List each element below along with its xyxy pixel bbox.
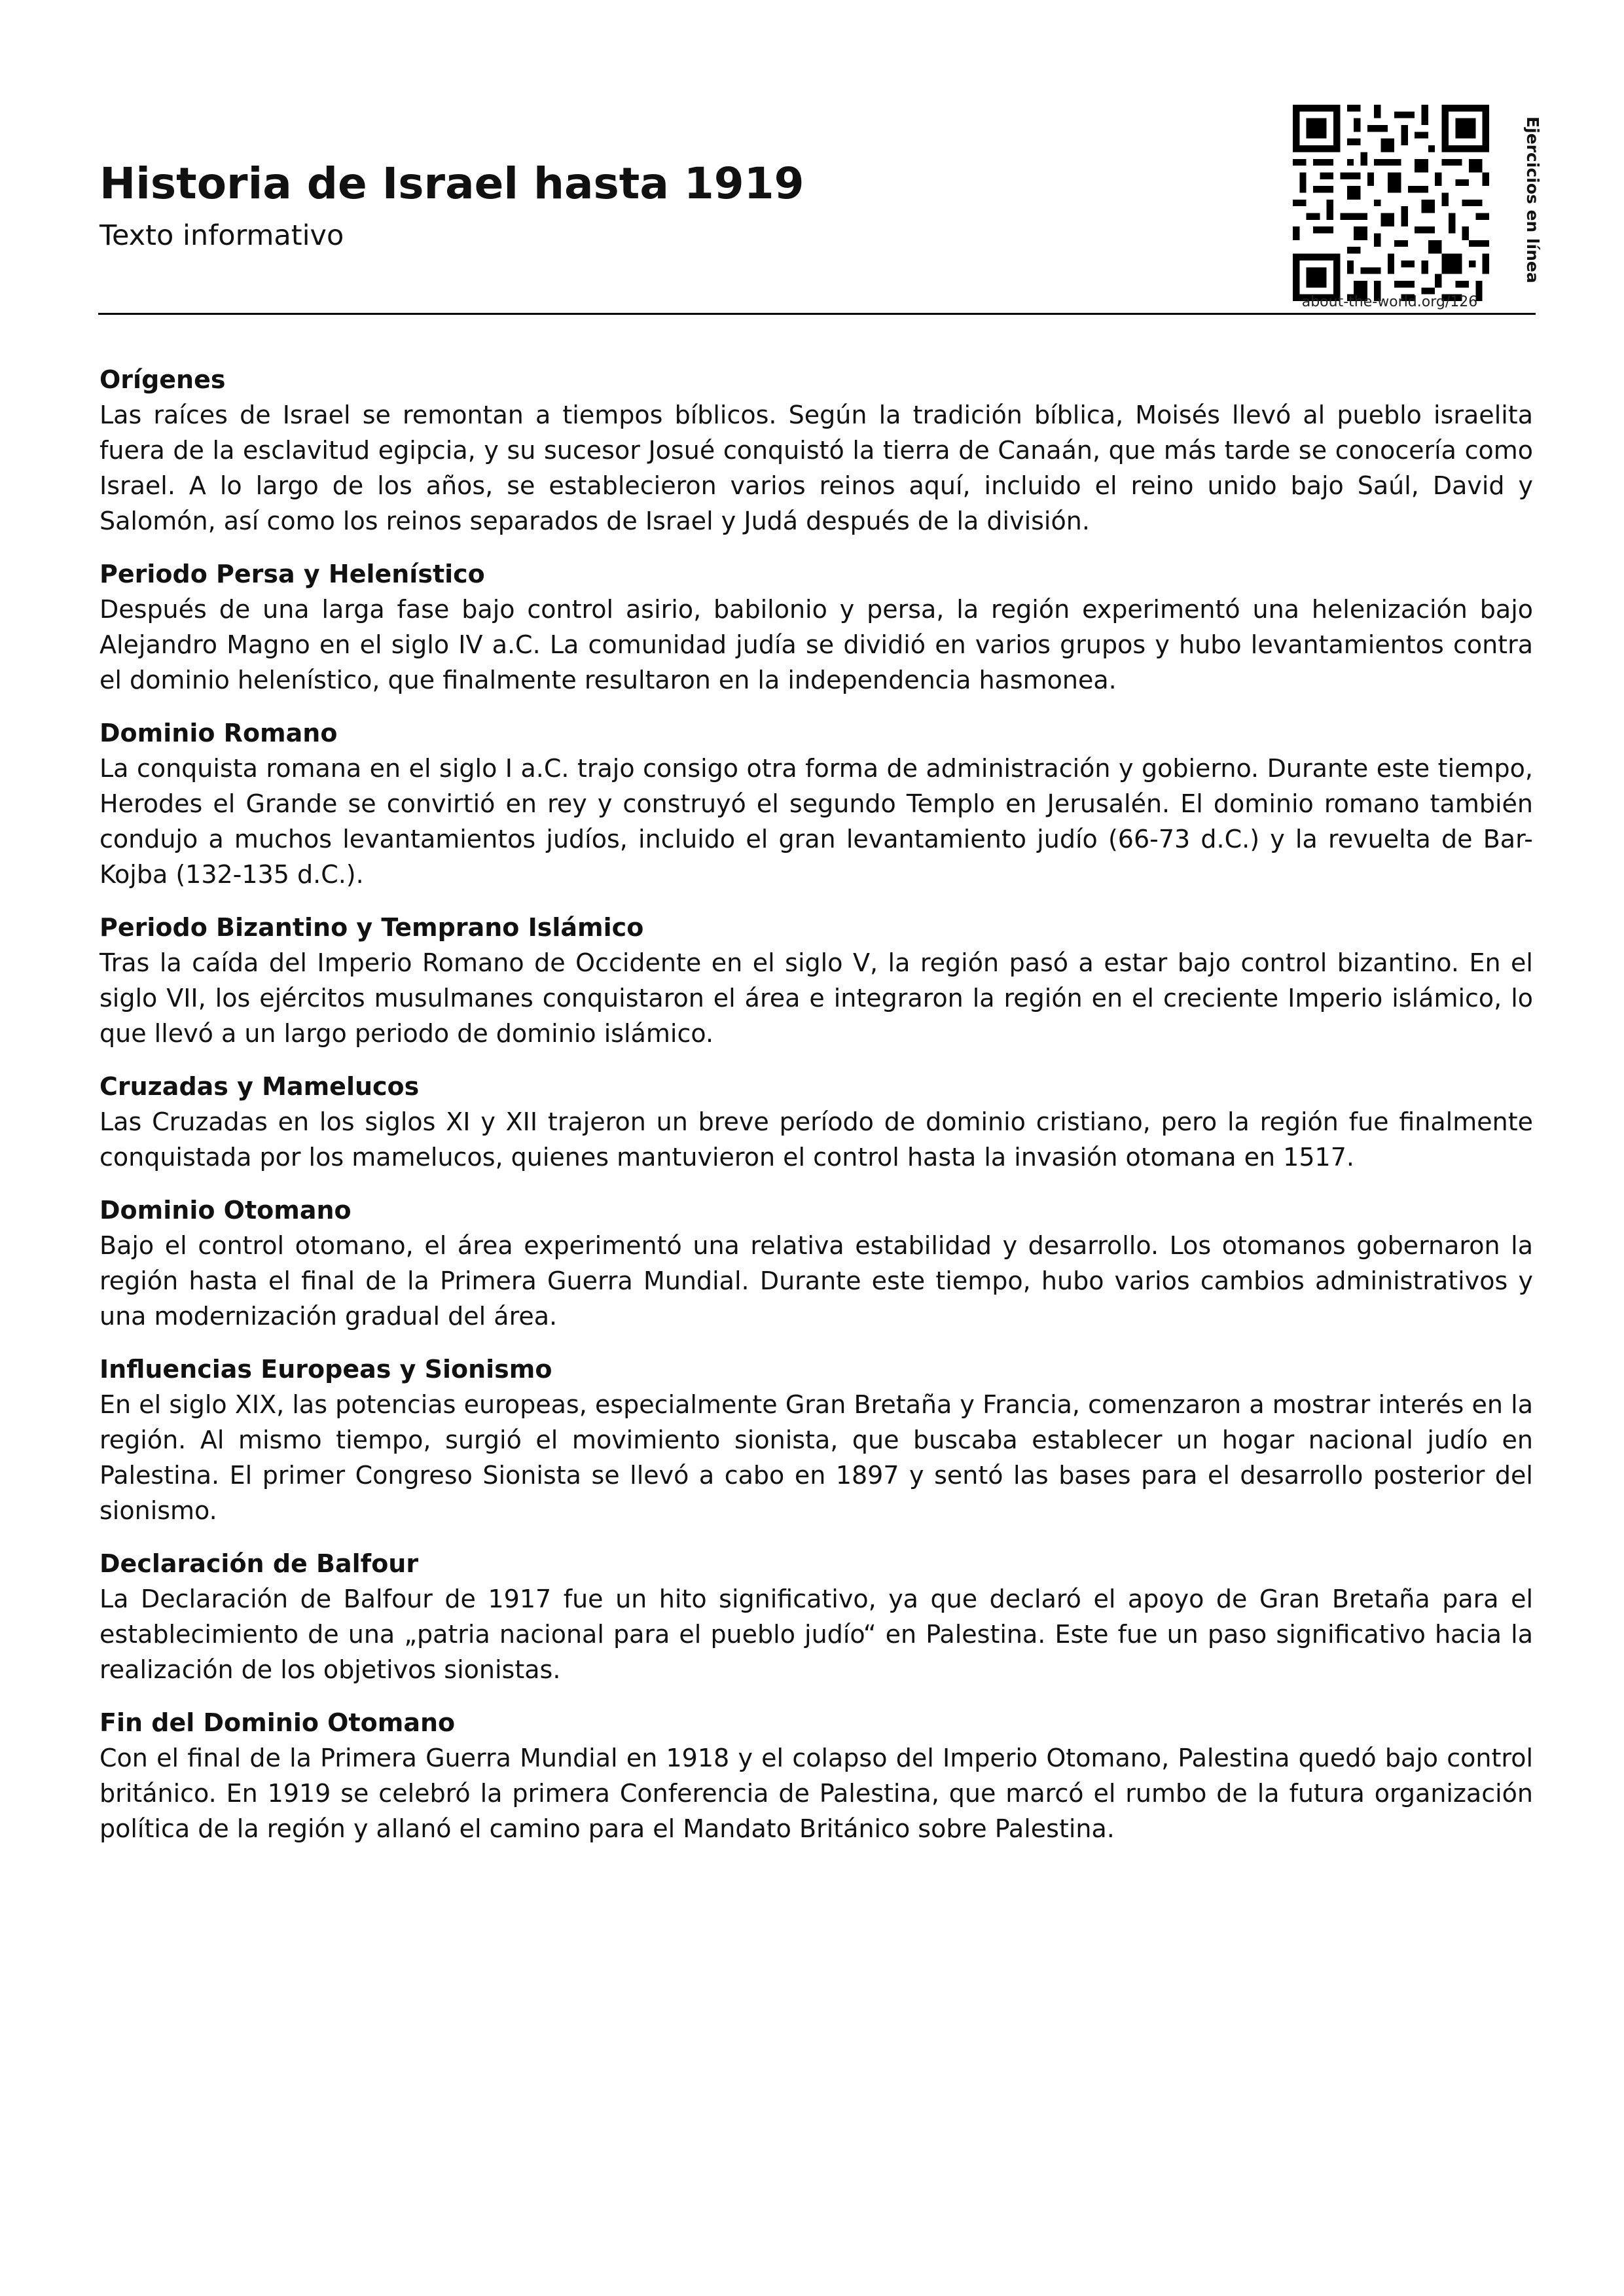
section-title: Cruzadas y Mamelucos	[99, 1072, 420, 1101]
section-title: Fin del Dominio Otomano	[99, 1708, 456, 1737]
section-origenes	[99, 362, 1533, 539]
section-text: Las raíces de Israel se remontan a tiempos bíblicos. Según la tradición bíblica, Moisés llevó al pueblo israelita fuera de la esclavitud egipcia, y su sucesor Josué conquistó la tierra de Canaán, que más tarde se conocería como Israel. A lo largo de los años, se establecieron varios reinos aquí, incluido el reino unido bajo Saúl, David y Salomón, así como los reinos separados de Israel y Judá después de la división.	[99, 401, 1533, 535]
qr-code-icon[interactable]	[1293, 105, 1489, 301]
section-title: Orígenes	[99, 365, 226, 394]
section-title: Periodo Bizantino y Temprano Islámico	[99, 913, 644, 942]
section-dominio-romano	[99, 715, 1533, 892]
section-title: Dominio Otomano	[99, 1196, 352, 1225]
header-divider	[98, 313, 1536, 315]
section-persa-helenistico	[99, 556, 1533, 698]
section-text: Con el final de la Primera Guerra Mundial en 1918 y el colapso del Imperio Otomano, Palestina quedó bajo control británico. En 1919 se celebró la primera Conferencia de Palestina, que marcó el rumbo de la futura organización política de la región y allanó el camino para el Mandato Británico sobre Palestina.	[99, 1744, 1533, 1843]
section-text: Tras la caída del Imperio Romano de Occidente en el siglo V, la región pasó a estar bajo control bizantino. En el siglo VII, los ejércitos musulmanes conquistaron el área e integraron la región en el creciente Imperio islámico, lo que llevó a un largo periodo de dominio islámico.	[99, 948, 1533, 1048]
section-title: Dominio Romano	[99, 719, 338, 747]
section-title: Declaración de Balfour	[99, 1549, 419, 1578]
page-title: Historia de Israel hasta 1919	[99, 158, 804, 209]
section-text: Bajo el control otomano, el área experimentó una relativa estabilidad y desarrollo. Los otomanos gobernaron la región hasta el final de la Primera Guerra Mundial. Durante este tiempo, hubo varios cambios administrativos y una modernización gradual del área.	[99, 1231, 1533, 1331]
page-subtitle: Texto informativo	[99, 219, 344, 252]
online-exercises-label: Ejercicios en línea	[1523, 117, 1542, 283]
section-title: Periodo Persa y Helenístico	[99, 560, 485, 588]
section-cruzadas-mamelucos	[99, 1069, 1533, 1175]
section-text: Después de una larga fase bajo control asirio, babilonio y persa, la región experimentó una helenización bajo Alejandro Magno en el siglo IV a.C. La comunidad judía se dividió en varios grupos y hubo levantamientos contra el dominio helenístico, que finalmente resultaron en la independencia hasmonea.	[99, 595, 1533, 694]
section-text: La Declaración de Balfour de 1917 fue un hito significativo, ya que declaró el apoyo de Gran Bretaña para el establecimiento de una „patria nacional para el pueblo judío“ en Palestina. Este fue un paso significativo hacia la realización de los objetivos sionistas.	[99, 1585, 1533, 1684]
section-declaracion-balfour	[99, 1546, 1533, 1687]
section-text: La conquista romana en el siglo I a.C. trajo consigo otra forma de administración y gobierno. Durante este tiempo, Herodes el Grande se convirtió en rey y construyó el segundo Templo en Jerusalén. El dominio romano también condujo a muchos levantamientos judíos, incluido el gran levantamiento judío (66-73 d.C.) y la revuelta de Bar-Kojba (132-135 d.C.).	[99, 754, 1533, 889]
section-dominio-otomano	[99, 1193, 1533, 1334]
section-text: Las Cruzadas en los siglos XI y XII trajeron un breve período de dominio cristiano, pero la región fue finalmente conquistada por los mamelucos, quienes mantuvieron el control hasta la invasión otomana en 1517.	[99, 1107, 1533, 1172]
article-body	[99, 362, 1533, 1864]
section-title: Influencias Europeas y Sionismo	[99, 1355, 552, 1384]
section-influencias-sionismo	[99, 1352, 1533, 1528]
qr-url-caption: about-the-world.org/126	[1301, 294, 1478, 310]
section-fin-dominio-otomano	[99, 1705, 1533, 1846]
section-bizantino-islamico	[99, 910, 1533, 1051]
section-text: En el siglo XIX, las potencias europeas, especialmente Gran Bretaña y Francia, comenzaron a mostrar interés en la región. Al mismo tiempo, surgió el movimiento sionista, que buscaba establecer un hogar nacional judío en Palestina. El primer Congreso Sionista se llevó a cabo en 1897 y sentó las bases para el desarrollo posterior del sionismo.	[99, 1390, 1533, 1525]
